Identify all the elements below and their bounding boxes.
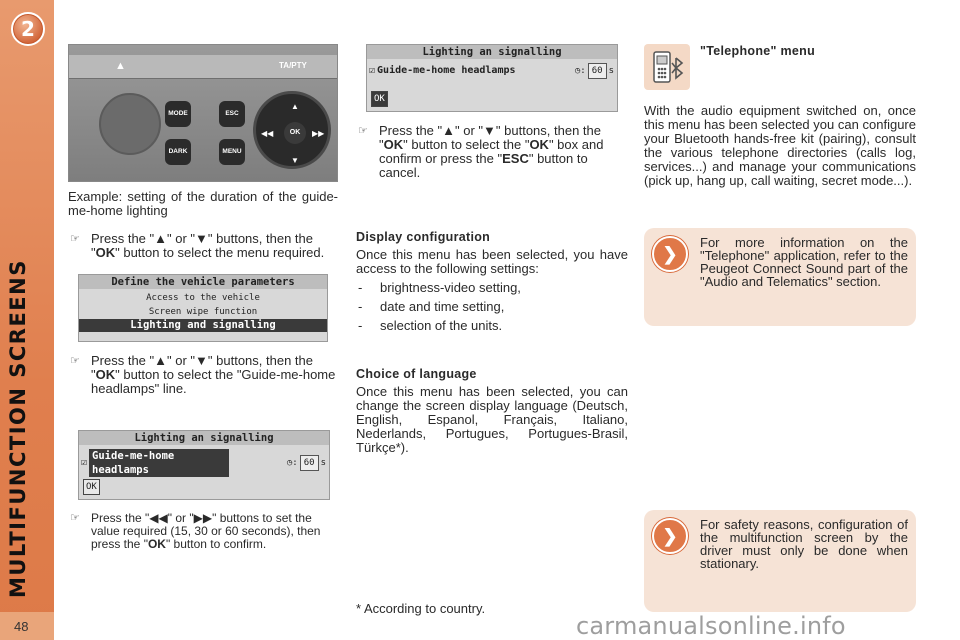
- language-text: Once this menu has been selected, you can change the screen display language (Deutsch, English, Espanol, Français, Italiano, Nederlands, Portugues, Portugues-Brasil, Türkçe*).: [356, 384, 628, 455]
- screen-row: [367, 63, 617, 79]
- rewind-icon: ◀◀: [149, 511, 168, 525]
- info-arrow-icon: ❯: [652, 518, 688, 554]
- info-text: For more information on the "Telephone" application, refer to the Peugeot Connect Sound part of the "Audio and Telematics" section.: [700, 235, 908, 289]
- esc-button: ESC: [219, 101, 245, 127]
- bullet-arrow-icon: ☞: [70, 512, 80, 524]
- footnote: * According to country.: [356, 601, 486, 616]
- clock-icon: ◷:: [574, 66, 586, 76]
- telephone-heading: "Telephone" menu: [700, 44, 816, 58]
- bullet-arrow-icon: ☞: [358, 125, 368, 137]
- ok-button: OK: [284, 122, 306, 144]
- checkbox-icon: ☑: [369, 65, 376, 76]
- mode-button: MODE: [165, 101, 191, 127]
- duration-value: 60: [588, 63, 607, 79]
- arrow-left-icon: ◀◀: [261, 129, 274, 138]
- up-arrow-icon: ▲: [442, 123, 456, 138]
- navigation-pad: [253, 91, 331, 169]
- forward-icon: ▶▶: [193, 511, 213, 525]
- list-item: - selection of the units.: [356, 319, 628, 333]
- screen-selected-line: Guide-me-home headlamps: [89, 449, 229, 477]
- arrow-up-icon: ▲: [291, 102, 299, 111]
- example-caption: Example: setting of the duration of the guide-me-home lighting: [68, 189, 338, 218]
- column-2: [356, 44, 628, 455]
- column-1: [68, 44, 338, 551]
- bullet-arrow-icon: ☞: [70, 355, 80, 367]
- screen-lighting-signalling: [78, 430, 330, 500]
- watermark: carmanualsonline.info: [576, 612, 846, 640]
- info-box-safety: [644, 510, 916, 612]
- screen-vehicle-parameters: [78, 274, 328, 342]
- ok-box: OK: [83, 479, 100, 495]
- step-select-line: ☞ Press the "▲" or "▼" buttons, then the "OK" button to select the "Guide-me-home headlamps" line.: [70, 353, 336, 396]
- ok-box-selected: OK: [371, 91, 388, 107]
- chapter-badge: [11, 12, 45, 46]
- chapter-title: MULTIFUNCTION SCREENS: [6, 259, 30, 598]
- language-section: [356, 367, 628, 455]
- duration-unit: s: [608, 66, 614, 76]
- dashboard-photo: [68, 44, 338, 182]
- display-intro: Once this menu has been selected, you have access to the following settings:: [356, 247, 628, 276]
- step-set-value: ☞ Press the "◀◀" or "▶▶" buttons to set the value required (15, 30 or 60 seconds), then press the "OK" button to confirm.: [70, 511, 321, 551]
- screen-selected-line: Lighting and signalling: [79, 319, 327, 332]
- list-item: - date and time setting,: [356, 300, 628, 314]
- down-arrow-icon: ▼: [195, 353, 208, 368]
- screen-title: Define the vehicle parameters: [79, 275, 327, 289]
- info-box-telephone: [644, 228, 916, 326]
- screen-title: Lighting an signalling: [367, 45, 617, 59]
- list-item: - brightness-video setting,: [356, 281, 628, 295]
- screen-row: [79, 449, 329, 477]
- screen-line: Access to the vehicle: [146, 293, 260, 303]
- chapter-number: 2: [21, 17, 35, 41]
- ta-pty-label: TA/PTY: [279, 61, 307, 70]
- down-arrow-icon: ▼: [195, 231, 208, 246]
- dark-button: DARK: [165, 139, 191, 165]
- screen-line: Guide-me-home headlamps: [377, 65, 516, 76]
- duration-value: 60: [300, 455, 319, 471]
- clock-icon: ◷:: [286, 458, 298, 468]
- telephone-icon: [644, 44, 690, 90]
- up-arrow-icon: ▲: [154, 231, 168, 246]
- volume-knob: [99, 93, 161, 155]
- menu-button: MENU: [219, 139, 245, 165]
- step-confirm: ☞ Press the "▲" or "▼" buttons, then the "OK" button to select the "OK" box and confirm or press the "ESC" button to cancel.: [358, 123, 604, 180]
- display-heading: Display configuration: [356, 230, 491, 244]
- info-text: For safety reasons, configuration of the multifunction screen by the driver must only be done when stationary.: [700, 517, 908, 571]
- eject-icon: ▲: [115, 60, 126, 72]
- checkbox-icon: ☑: [81, 457, 88, 468]
- screen-line: Screen wipe function: [148, 307, 258, 317]
- duration-unit: s: [320, 458, 326, 468]
- display-configuration-section: [356, 230, 628, 333]
- arrow-down-icon: ▼: [291, 156, 299, 165]
- info-arrow-icon: ❯: [652, 236, 688, 272]
- language-heading: Choice of language: [356, 367, 477, 381]
- screen-title: Lighting an signalling: [79, 431, 329, 445]
- display-settings-list: [356, 281, 628, 333]
- telephone-text: With the audio equipment switched on, once this menu has been selected you can configure your Bluetooth hands-free kit (pairing), consult the various telephone directories (calls log, services...) and manage your communications (pick up, hang up, call waiting, secret mode...).: [644, 103, 916, 188]
- up-arrow-icon: ▲: [154, 353, 168, 368]
- down-arrow-icon: ▼: [483, 123, 496, 138]
- bullet-arrow-icon: ☞: [70, 233, 80, 245]
- page-number: 48: [0, 612, 54, 640]
- arrow-right-icon: ▶▶: [312, 129, 325, 138]
- step-select-menu: ☞ Press the "▲" or "▼" buttons, then the "OK" button to select the menu required.: [70, 231, 325, 260]
- screen-confirm: [366, 44, 618, 112]
